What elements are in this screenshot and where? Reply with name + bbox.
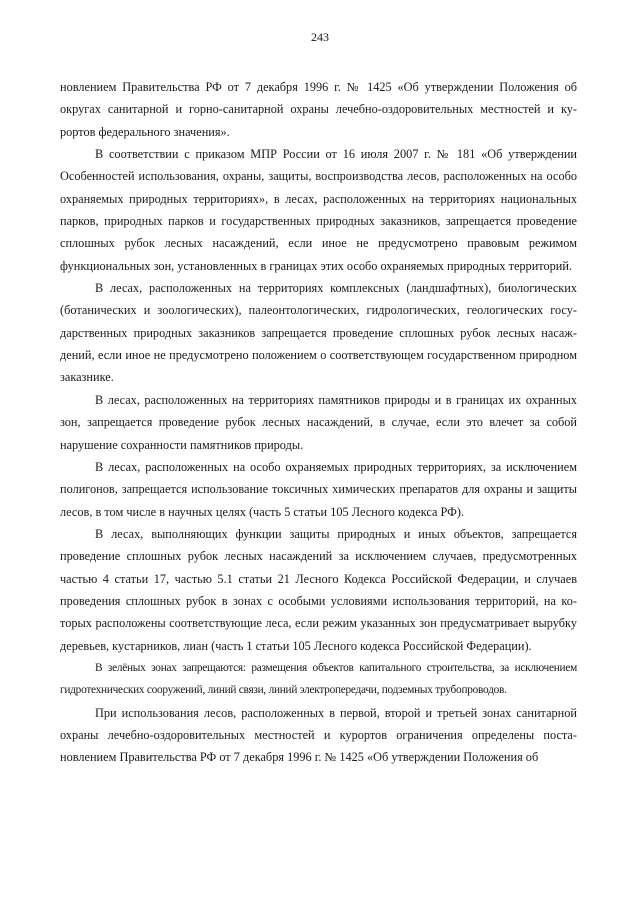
paragraph-protective-forests: В лесах, выполняющих функции защиты природных и иных объектов, запрещается проведение сплошных рубок лесных насаждений за исключением случаев, предусмотренных частью 4 статьи 17, частью 5.1 статьи 21 Лесного Кодекса Российской Федерации, и случаев проведения сплошных рубок в зонах с особыми условиями использования территорий, на которых расположены соответствующие леса, если режим указанных зон предусматривает вырубку деревьев, кустарников, лиан (часть 1 статьи 105 Лесного кодекса Российской Федерации). [60,526,577,653]
paragraph-natural-monuments: В лесах, расположенных на территориях памятников природы и в границах их охранных зон, запрещается проведение рубок лесных насаждений, в случае, если это влечет за собой нарушение сохранности памятников природы. [60,392,577,452]
page-number: 243 [311,30,329,44]
paragraph-toxic-chemicals: В лесах, расположенных на особо охраняемых природных территориях, за исключением полигонов, запрещается использование токсичных химических препаратов для охраны и защиты лесов, в том числе в научных целях (часть 5 статьи 105 Лесного кодекса РФ). [60,459,577,519]
paragraph-continuation: новлением Правительства РФ от 7 декабря 1996 г. № 1425 «Об утверждении Положения об округах санитарной и горно-санитарной охраны лечебно-оздоровительных местностей и курортов федерального значения». [60,80,577,139]
paragraph-reserves: В лесах, расположенных на территориях комплексных (ландшафтных), биологических (ботанических и зоологических), палеонтологических, гидрологических, геологических государственных природных заказников запрещается проведение сплошных рубок лесных насаждений, если иное не предусмотрено положением о соответствующем государственном природном заказнике. [60,281,577,385]
paragraph-sanitary-zones: При использования лесов, расположенных в первой, второй и третьей зонах санитарной охраны лечебно-оздоровительных местностей и курортов ограничения определены постановлением Правительства РФ от 7 декабря 1996 г. № 1425 «Об утверждении Положения об [60,705,577,765]
paragraph-mpr-order: В соответствии с приказом МПР России от 16 июля 2007 г. № 181 «Об утверждении Особенностей использования, охраны, защиты, воспроизводства лесов, расположенных на особо охраняемых природных территориях», в лесах, расположенных на территориях национальных парков, природных парков и государственных природных заказников, запрещается проведение сплошных рубок лесных насаждений, если иное не предусмотрено правовым режимом функциональных зон, установленных в границах этих особо охраняемых природных территорий. [60,147,577,273]
document-body [60,76,577,769]
paragraph-green-zones: В зелёных зонах запрещаются: размещения объектов капитального строительства, за исключением гидротехнических сооружений, линий связи, линий электропередачи, подземных трубопроводов. [60,661,577,697]
